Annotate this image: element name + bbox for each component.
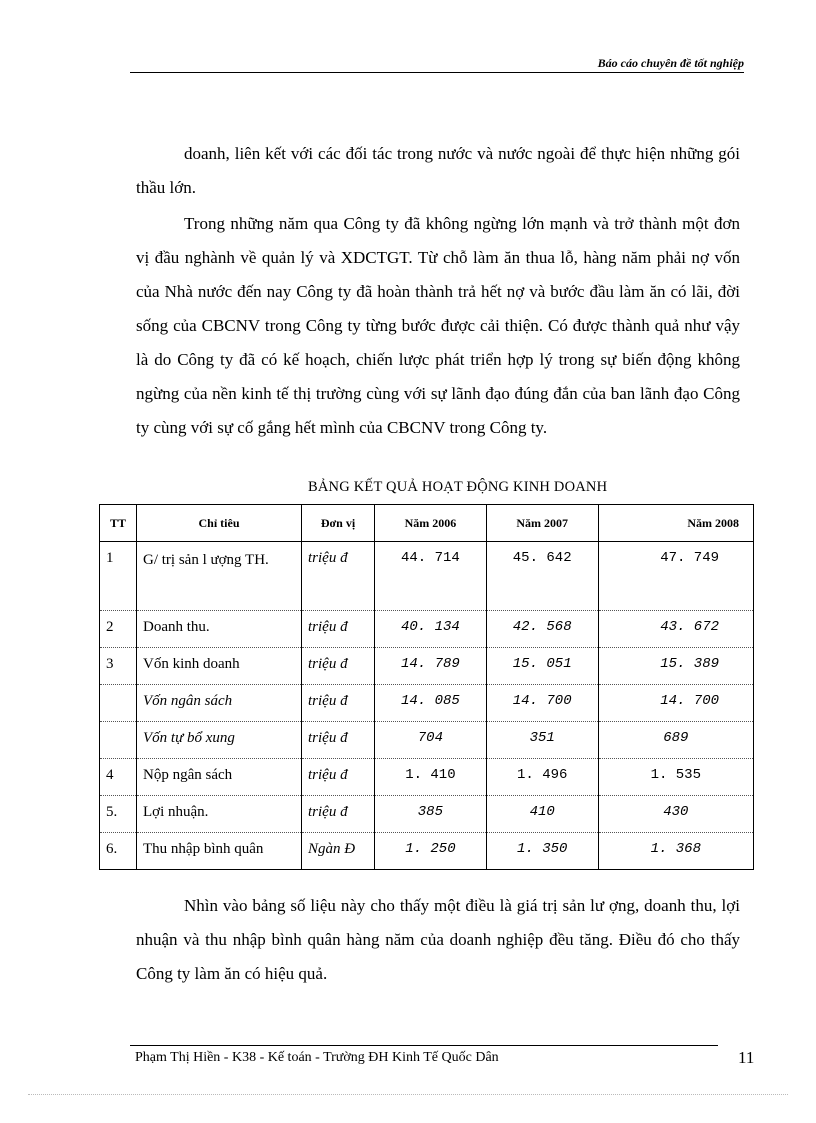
cell-2006: 14. 085: [375, 685, 487, 722]
table-row: [100, 796, 754, 833]
table-title: BẢNG KẾT QUẢ HOẠT ĐỘNG KINH DOANH: [308, 479, 608, 495]
header-2008: Năm 2008: [598, 505, 753, 542]
business-results-table: [99, 504, 754, 870]
cell-2008: 43. 672: [598, 611, 753, 648]
cell-chi-tieu: Vốn tự bổ xung: [137, 722, 302, 759]
cell-2006: 704: [375, 722, 487, 759]
cell-don-vi: triệu đ: [302, 685, 375, 722]
cell-tt: 5.: [100, 796, 137, 833]
cell-2007: 14. 700: [486, 685, 598, 722]
cell-don-vi: triệu đ: [302, 648, 375, 685]
page-bottom-divider: [28, 1094, 788, 1095]
paragraph-3: [136, 889, 740, 991]
paragraph-1: [136, 137, 740, 205]
cell-don-vi: triệu đ: [302, 722, 375, 759]
cell-2007: 351: [486, 722, 598, 759]
cell-chi-tieu: Vốn ngân sách: [137, 685, 302, 722]
cell-don-vi: triệu đ: [302, 796, 375, 833]
cell-don-vi: triệu đ: [302, 611, 375, 648]
cell-2008: 1. 368: [598, 833, 753, 870]
header-tt: TT: [100, 505, 137, 542]
page-number: 11: [738, 1048, 755, 1067]
cell-2007: 45. 642: [486, 542, 598, 611]
cell-don-vi: Ngàn Đ: [302, 833, 375, 870]
cell-2006: 14. 789: [375, 648, 487, 685]
cell-tt: [100, 722, 137, 759]
cell-2007: 15. 051: [486, 648, 598, 685]
cell-chi-tieu: Thu nhập bình quân: [137, 833, 302, 870]
cell-2008: 689: [598, 722, 753, 759]
cell-2008: 1. 535: [598, 759, 753, 796]
table-row: [100, 648, 754, 685]
cell-tt: 4: [100, 759, 137, 796]
cell-2007: 410: [486, 796, 598, 833]
cell-don-vi: triệu đ: [302, 759, 375, 796]
header-2006: Năm 2006: [375, 505, 487, 542]
table-row: [100, 759, 754, 796]
footer-rule: [130, 1045, 718, 1046]
cell-don-vi: triệu đ: [302, 542, 375, 611]
cell-2006: 1. 410: [375, 759, 487, 796]
cell-tt: 1: [100, 542, 137, 611]
cell-2008: 14. 700: [598, 685, 753, 722]
cell-2007: 1. 350: [486, 833, 598, 870]
cell-2006: 1. 250: [375, 833, 487, 870]
header-2007: Năm 2007: [486, 505, 598, 542]
cell-chi-tieu: G/ trị sản l ượng TH.: [137, 542, 302, 611]
cell-2008: 430: [598, 796, 753, 833]
header-rule: [130, 72, 744, 73]
table-header-row: [100, 505, 754, 542]
table-row: [100, 542, 754, 611]
cell-2007: 1. 496: [486, 759, 598, 796]
header-don-vi: Đơn vị: [302, 505, 375, 542]
cell-2006: 385: [375, 796, 487, 833]
cell-chi-tieu: Lợi nhuận.: [137, 796, 302, 833]
cell-2006: 40. 134: [375, 611, 487, 648]
cell-chi-tieu: Doanh thu.: [137, 611, 302, 648]
table-row: [100, 833, 754, 870]
footer-author: Phạm Thị Hiền - K38 - Kế toán - Trường ĐH Kinh Tế Quốc Dân: [135, 1050, 499, 1065]
cell-2008: 47. 749: [598, 542, 753, 611]
table-row: [100, 722, 754, 759]
paragraph-2: [136, 207, 740, 445]
paragraph-2-text: Trong những năm qua Công ty đã không ngừng lớn mạnh và trở thành một đơn vị đầu nghành về quản lý và XDCTGT. Từ chỗ làm ăn thua lỗ, hàng năm phải nợ vốn của Nhà nước đến nay Công ty đã hoàn thành trả hết nợ và bước đầu làm ăn có lãi, đời sống của CBCNV trong Công ty từng bước được cải thiện. Có được thành quả như vậy là do Công ty đã có kế hoạch, chiến lược phát triển hợp lý trong sự biến động không ngừng của nền kinh tế thị trường cùng với sự lãnh đạo đúng đắn của ban lãnh đạo Công ty cùng với sự cố gắng hết mình của CBCNV trong Công ty.: [136, 214, 740, 437]
paragraph-1-text: doanh, liên kết với các đối tác trong nước và nước ngoài để thực hiện những gói thầu lớn.: [136, 144, 740, 197]
table-row: [100, 685, 754, 722]
table-row: [100, 611, 754, 648]
cell-tt: 2: [100, 611, 137, 648]
header-chi-tieu: Chỉ tiêu: [137, 505, 302, 542]
cell-2008: 15. 389: [598, 648, 753, 685]
header-title: Báo cáo chuyên đề tốt nghiệp: [597, 56, 744, 70]
cell-tt: [100, 685, 137, 722]
cell-2006: 44. 714: [375, 542, 487, 611]
cell-2007: 42. 568: [486, 611, 598, 648]
paragraph-3-text: Nhìn vào bảng số liệu này cho thấy một điều là giá trị sản lư ợng, doanh thu, lợi nhuận và thu nhập bình quân hàng năm của doanh nghiệp đều tăng. Điều đó cho thấy Công ty làm ăn có hiệu quả.: [136, 896, 740, 983]
cell-tt: 6.: [100, 833, 137, 870]
cell-chi-tieu: Vốn kinh doanh: [137, 648, 302, 685]
cell-tt: 3: [100, 648, 137, 685]
cell-chi-tieu: Nộp ngân sách: [137, 759, 302, 796]
